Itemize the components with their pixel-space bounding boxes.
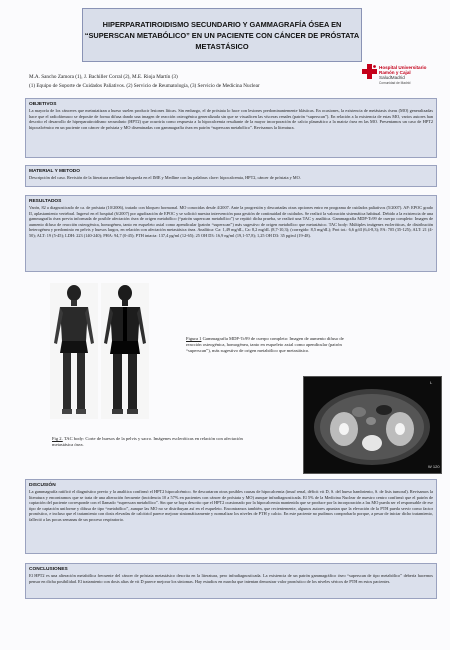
- section-heading: OBJETIVOS: [29, 102, 57, 107]
- title-line-2: “SUPERSCAN METABÓLICO” EN UN PACIENTE CON CÁNCER DE PRÓSTATA: [84, 30, 360, 40]
- figure-1-text: Gammagrafía MDP-Tc99 de cuerpo completo: Imagen de aumento difuso de reacción osteogénica, homogénea, tanto en esqueleto axial como apendicular (patrón “superscan”), más sugestivo de origen metabólico que metastásico.: [186, 336, 344, 353]
- section-text: La mayoría de los cánceres que metastatizan a hueso suelen producir lesiones líticas. Sin embargo, el de próstata lo hace con lesiones predominantemente blásticas. En ocasiones, la existencia de metástasis óseas (MO) generalizadas hace que el radiofármaco se deposite de forma difusa dando una imagen de reacción osteogénica generalizada sin que se visualicen las vísceras renales (patrón “superscan”). En relación a la existencia de estas MO, varios autores han descrito el desarrollo de hiperparatiroidismo secundario (HPT2) que ocurriría como respuesta a la hipocalcemia resultante de la mayor incorporación de calcio plasmático a la matriz ósea en las MO. Presentamos un caso de HPT2 hipocalcémico en un paciente con cáncer de próstata y MO diseminadas con gammagrafía ósea en patrón “superscan metabólico”. Revisamos la literatura.: [29, 108, 433, 130]
- title-line-3: METASTÁSICO: [195, 41, 249, 51]
- logo-subtitle: Comunidad de Madrid: [379, 81, 411, 85]
- logo-line-1: Hospital Universitario: [379, 65, 427, 70]
- logo-line-3: SaludMadrid: [379, 75, 405, 81]
- author-names: M.A. Sancho Zamora (1), J. Bachiller Corral (2), M.E. Rioja Martín (3): [29, 74, 178, 80]
- hospital-cross-icon: [362, 64, 377, 79]
- bone-scan-anterior-image: [50, 283, 98, 419]
- section-heading: MATERIAL Y METODO: [29, 169, 80, 174]
- hospital-logo: [362, 62, 447, 92]
- author-affiliations: (1) Equipo de Soporte de Cuidados Paliativos. (2) Servicio de Reumatología, (3) Servicio de Medicina Nuclear: [29, 83, 260, 89]
- section-text: Descripción del caso. Revisión de la literatura mediante búsqueda en el IME y Medline con las palabras clave: hipocalcemia, HPT2, cáncer de próstata y MO.: [29, 175, 301, 180]
- section-heading: RESULTADOS: [29, 199, 62, 204]
- section-conclusiones: [25, 563, 437, 599]
- logo-name: [379, 65, 426, 81]
- figure-2-caption: [52, 436, 252, 448]
- section-text: El HPT2 es una alteración metabólica frecuente del cáncer de próstata metastásico descrita en la literatura, pero infradiagnosticada. La existencia de un patrón gammagráfico óseo “superscan de tipo metabólico” debería hacernos pensar en dicha posibilidad. El tratamiento con dosis altas de vit D parece mejorar los síntomas. Hay estudios en marcha que intentan demostrar valor pronóstico de los niveles séricos de PTH en estos pacientes.: [29, 573, 433, 584]
- figure-1-label: Figura 1: [186, 336, 202, 341]
- section-text: La gammagrafía ratificó el diagnóstico previo y la analítica confirmó el HPT2 hipocalcémico. Se descartaron otras posibles causas de hipocalcemia (insuf renal, déficit vit D, S. del hueso hambriento, S. de lisis tumoral). Revisamos la literatura y encontramos que se trata de una alteración frecuente (incidencia 10 a 57% en pacientes con cáncer de próstata y MO) aunque infradiagnosticada. El 5% de la Medicina Nuclear de nuestro centro confirmó que el patrón de captación del paciente corresponde con el llamado “superscan metabólico”. Sin que se haya descrito que el HPT2 ocasionado por la hipocalcemia mantenida que se produce por la incorporación a las MO pueda ser el responsable de ese tipo de captación uniforme y difusa de tipo “metabólico”, aunque las MO no se distribuyan así en el esqueleto. Encontramos también, que recientemente, algunos autores apuntan que la elevación de la PTH pueda servir como factor pronóstico, e incluso que el tratamiento con dosis elevadas de calcitriol parece mejorar sintomáticamente y normalizar los niveles de PTH y calcio. En este paciente no pudimos comprobarlo porque, a pesar de iniciar dicho tratamiento, falleció a las pocas semanas de un proceso respiratorio.: [29, 489, 433, 522]
- ct-label-bottom: W 120: [428, 464, 440, 469]
- logo-line-2: Ramón y Cajal: [379, 70, 411, 76]
- poster-title: [82, 8, 362, 62]
- section-material: [25, 165, 437, 187]
- ct-label-top: L: [430, 380, 433, 385]
- section-heading: DISCUSIÓN: [29, 483, 56, 488]
- figure-1-caption: [186, 336, 356, 354]
- section-discusion: [25, 479, 437, 554]
- section-resultados: [25, 195, 437, 272]
- section-objetivos: [25, 98, 437, 158]
- section-text: Varón, 82 a diagnosticado de ca. de próstata (10/2006), tratado con bloqueo hormonal. MO conocidas desde 4/2007. Ante la progresión y descartadas otras opciones entro en programa de cuidados paliativos (5/2007). AP: EPOC grado II, aplastamiento vertebral. Ingresó en el hospital (6/2007) por agudización de EPOC y se solicitó nuestra intervención para gestión de continuidad de cuidados. Se realizó la valoración sistemática habitual. Debido a la existencia de una gammagrafía ósea previa informada de posible afectación ósea de origen metabólico (“patrón superscan metabólico”) se repitió dicha prueba, se realizó una TAC y analítica. Gammagrafía MDP-Tc99 de cuerpo completo: Imagen de aumento difuso de reacción osteogénica, homogénea, tanto en esqueleto axial como apendicular (patrón “superscan”) más sugestivo de origen metabólico que metastásico. TAC body: Múltiples imágenes escleróticas, de distribución heterogénea y predominio en pelvis y huesos largos, en relación con afectación metastásica ósea. Analítica: Ca: 1,49 mg/dL, Ca: 8,2 mg/dL (8,7-10,3); (corregido: 8,5 mg/dL); Prot tot.: 6,6 g/dl (6,4-8,3); FA: 705 (35-125); ALT: 21 (4-50); ALT: 19 (5-45); LDH: 223 (140-240); PHA: 94,7 (0-45); PTH intacta: 137,4 pg/ml (12-65); 25 OH D3: 16,9 ng/ml (19,1-57,8); 1,25 OH D3: 35 pg/ml (19-48).: [29, 205, 433, 238]
- figure-2-text: TAC body: Corte de huesos de la pelvis y sacro. Imágenes escleróticas en relación con afectación metastásica ósea.: [52, 436, 243, 447]
- ct-pelvis-image: [303, 376, 442, 474]
- authors-block: [29, 73, 359, 91]
- title-line-1: HIPERPARATIROIDISMO SECUNDARIO Y GAMMAGRAFÍA ÓSEA EN: [102, 19, 342, 29]
- section-heading: CONCLUSIONES: [29, 567, 68, 572]
- figure-2-label: Fig 2.: [52, 436, 63, 441]
- bone-scan-posterior-image: [101, 283, 149, 419]
